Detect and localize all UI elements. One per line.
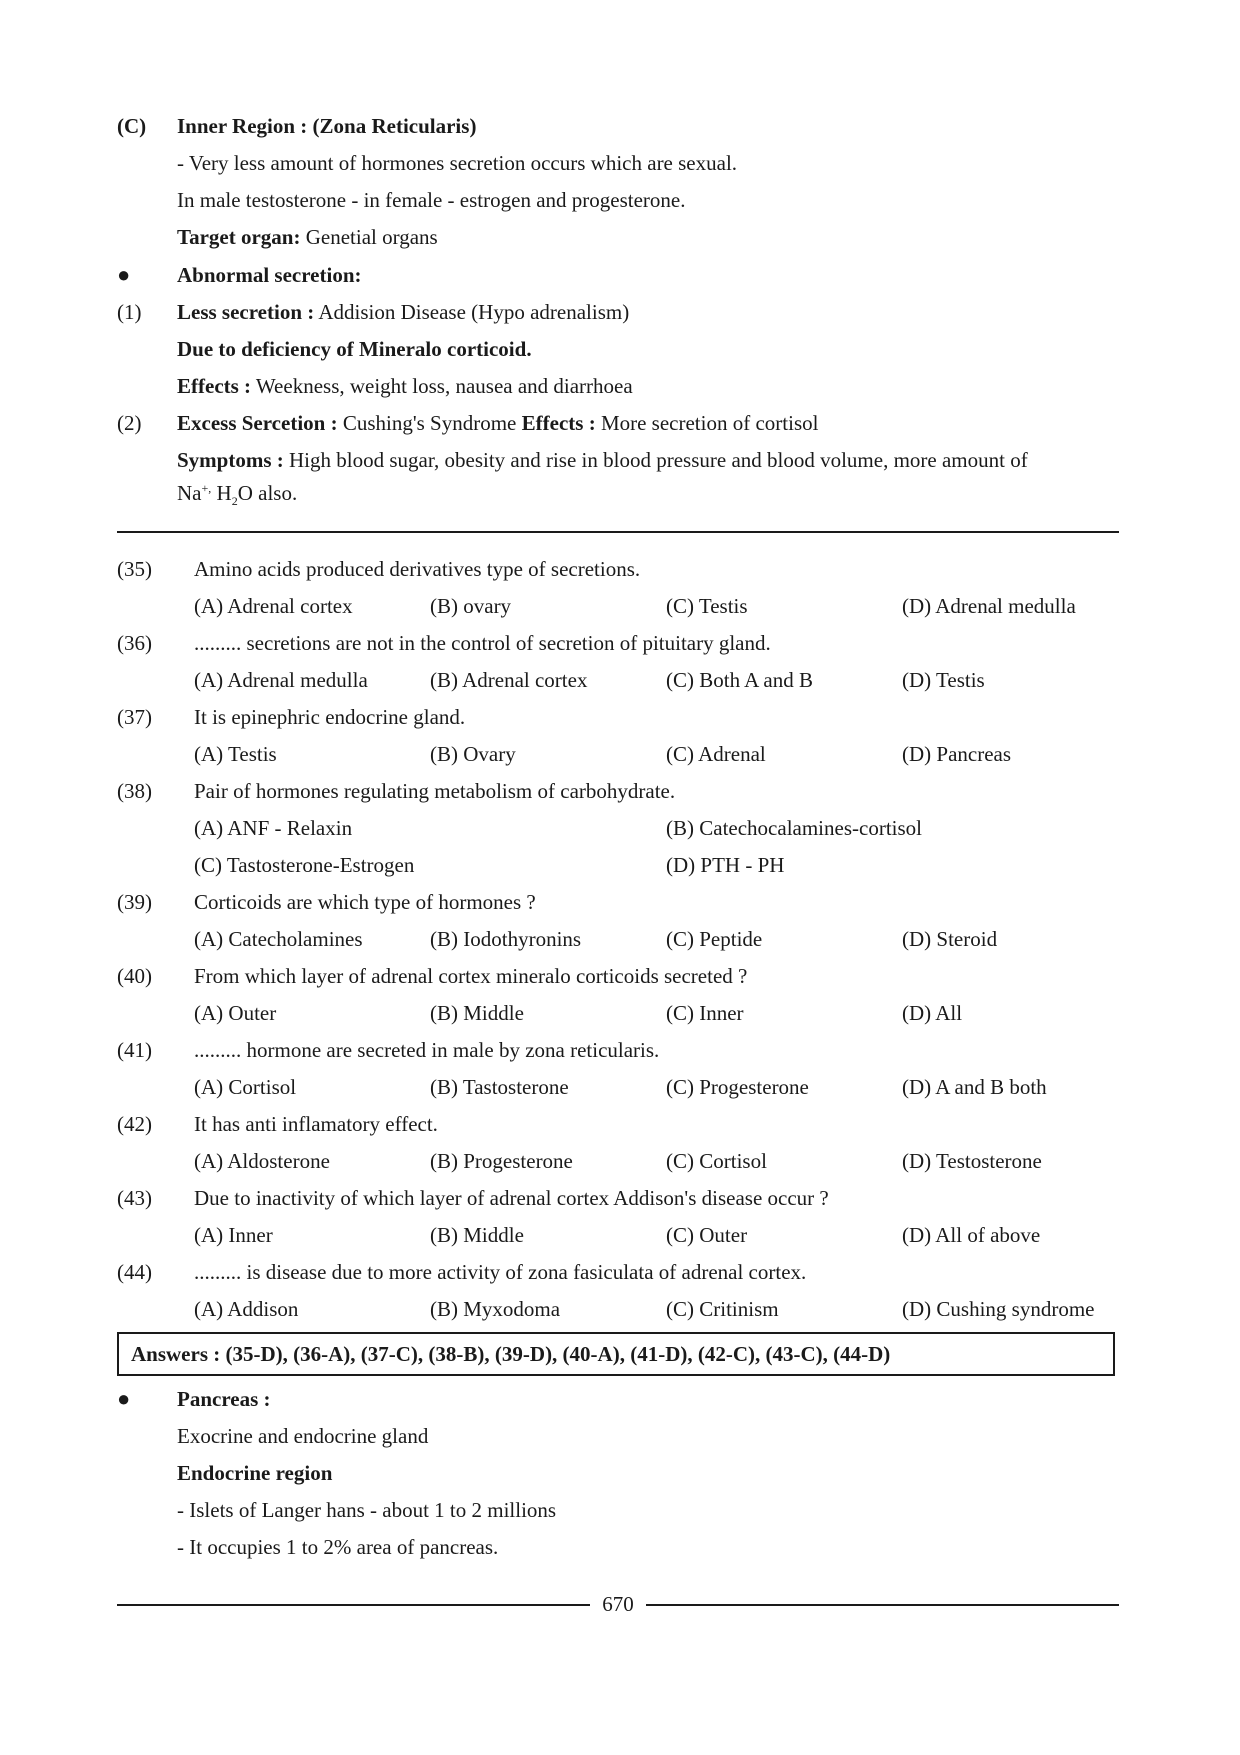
question-text: ......... hormone are secreted in male by zona reticularis. bbox=[194, 1038, 660, 1063]
option: (C) Outer bbox=[666, 1223, 748, 1248]
option: (A) Outer bbox=[194, 1001, 277, 1026]
option: (B) Ovary bbox=[430, 742, 516, 767]
option: (D) Pancreas bbox=[902, 742, 1012, 767]
deficiency-line bbox=[117, 331, 1117, 368]
question bbox=[117, 958, 1117, 995]
option: (A) ANF - Relaxin bbox=[194, 816, 353, 841]
option: (D) All bbox=[902, 1001, 963, 1026]
option: (C) Inner bbox=[666, 1001, 744, 1026]
option: (C) Progesterone bbox=[666, 1075, 809, 1100]
options-row bbox=[117, 1291, 1117, 1328]
option: (A) Adrenal medulla bbox=[194, 668, 368, 693]
option: (A) Testis bbox=[194, 742, 277, 767]
question-list bbox=[117, 551, 1117, 1328]
option: (C) Both A and B bbox=[666, 668, 814, 693]
question bbox=[117, 551, 1117, 588]
question-text: ......... secretions are not in the control of secretion of pituitary gland. bbox=[194, 631, 771, 656]
symptoms-line bbox=[117, 442, 1117, 515]
excess-secretion-line bbox=[117, 405, 1117, 442]
option: (B) Iodothyronins bbox=[430, 927, 582, 952]
sodium-symbol: Na bbox=[177, 481, 202, 505]
question-text: Pair of hormones regulating metabolism of carbohydrate. bbox=[194, 779, 676, 804]
page-content bbox=[117, 108, 1117, 1566]
option: (C) Adrenal bbox=[666, 742, 766, 767]
question-text: It is epinephric endocrine gland. bbox=[194, 705, 466, 730]
text-line bbox=[117, 1418, 1117, 1455]
question bbox=[117, 884, 1117, 921]
abnormal-heading: Abnormal secretion: bbox=[177, 263, 362, 287]
option: (B) Progesterone bbox=[430, 1149, 573, 1174]
page-footer bbox=[117, 1592, 1119, 1617]
option: (D) Cushing syndrome bbox=[902, 1297, 1095, 1322]
effects-value: Weekness, weight loss, nausea and diarrhoea bbox=[251, 374, 633, 398]
endocrine-region-heading: Endocrine region bbox=[177, 1461, 333, 1486]
item-number: (2) bbox=[117, 411, 142, 435]
item-number: (1) bbox=[117, 300, 142, 324]
sodium-charge: +, bbox=[201, 481, 212, 495]
symptoms-value: High blood sugar, obesity and rise in blood pressure and blood volume, more amount of bbox=[283, 448, 1028, 472]
question bbox=[117, 699, 1117, 736]
option: (A) Aldosterone bbox=[194, 1149, 330, 1174]
option: (A) Adrenal cortex bbox=[194, 594, 353, 619]
question-number: (35) bbox=[117, 557, 152, 582]
options-row bbox=[117, 662, 1117, 699]
question-text: Amino acids produced derivatives type of secretions. bbox=[194, 557, 641, 582]
question-text: It has anti inflamatory effect. bbox=[194, 1112, 438, 1137]
divider bbox=[117, 531, 1119, 533]
question-number: (40) bbox=[117, 964, 152, 989]
question bbox=[117, 773, 1117, 810]
option: (C) Cortisol bbox=[666, 1149, 767, 1174]
question-text: Corticoids are which type of hormones ? bbox=[194, 890, 536, 915]
option: (D) A and B both bbox=[902, 1075, 1047, 1100]
excess-secretion-value: Cushing's Syndrome bbox=[337, 411, 522, 435]
pancreas-heading: Pancreas : bbox=[177, 1387, 271, 1412]
option: (B) ovary bbox=[430, 594, 512, 619]
footer-rule-right bbox=[646, 1604, 1119, 1606]
question-number: (44) bbox=[117, 1260, 152, 1285]
question bbox=[117, 1180, 1117, 1217]
bullet-icon: ● bbox=[117, 1386, 131, 1412]
option: (C) Tastosterone-Estrogen bbox=[194, 853, 415, 878]
option: (B) Myxodoma bbox=[430, 1297, 561, 1322]
text-line bbox=[117, 182, 1117, 219]
target-organ-line bbox=[117, 219, 1117, 256]
question bbox=[117, 625, 1117, 662]
text-line: - Very less amount of hormones secretion occurs which are sexual. bbox=[177, 151, 738, 175]
effects-line bbox=[117, 368, 1117, 405]
water-h: H bbox=[211, 481, 232, 505]
footer-rule-left bbox=[117, 1604, 590, 1606]
question bbox=[117, 1106, 1117, 1143]
text-line bbox=[117, 1529, 1117, 1566]
option: (B) Middle bbox=[430, 1001, 524, 1026]
option: (B) Adrenal cortex bbox=[430, 668, 588, 693]
symptoms-label: Symptoms : bbox=[177, 448, 284, 472]
text-line: - It occupies 1 to 2% area of pancreas. bbox=[177, 1535, 499, 1560]
abnormal-heading-row bbox=[117, 256, 1117, 294]
option: (C) Critinism bbox=[666, 1297, 779, 1322]
question-number: (42) bbox=[117, 1112, 152, 1137]
question-text: Due to inactivity of which layer of adrenal cortex Addison's disease occur ? bbox=[194, 1186, 829, 1211]
options-row bbox=[117, 1069, 1117, 1106]
text-line: - Islets of Langer hans - about 1 to 2 millions bbox=[177, 1498, 557, 1523]
question-number: (41) bbox=[117, 1038, 152, 1063]
option: (A) Addison bbox=[194, 1297, 299, 1322]
question-text: From which layer of adrenal cortex mineralo corticoids secreted ? bbox=[194, 964, 748, 989]
option: (D) PTH - PH bbox=[666, 853, 785, 878]
water-o: O also. bbox=[237, 481, 298, 505]
options-row bbox=[117, 921, 1117, 958]
question-number: (38) bbox=[117, 779, 152, 804]
less-secretion-value: Addision Disease (Hypo adrenalism) bbox=[314, 300, 630, 324]
answers-text: Answers : (35-D), (36-A), (37-C), (38-B), (39-D), (40-A), (41-D), (42-C), (43-C), (44-D) bbox=[131, 1341, 891, 1366]
question-text: ......... is disease due to more activity of zona fasiculata of adrenal cortex. bbox=[194, 1260, 807, 1285]
options-row bbox=[117, 1143, 1117, 1180]
page-number: 670 bbox=[602, 1592, 634, 1616]
less-secretion-line bbox=[117, 294, 1117, 331]
options-row bbox=[117, 847, 1117, 884]
question bbox=[117, 1032, 1117, 1069]
option: (D) Testosterone bbox=[902, 1149, 1042, 1174]
question bbox=[117, 1254, 1117, 1291]
excess-effects-value: More secretion of cortisol bbox=[595, 411, 819, 435]
option: (B) Middle bbox=[430, 1223, 524, 1248]
question-number: (37) bbox=[117, 705, 152, 730]
question-number: (36) bbox=[117, 631, 152, 656]
answers-box bbox=[117, 1332, 1115, 1376]
option: (D) Adrenal medulla bbox=[902, 594, 1076, 619]
question-number: (39) bbox=[117, 890, 152, 915]
text-line: In male testosterone - in female - estrogen and progesterone. bbox=[177, 188, 686, 212]
text-line bbox=[117, 145, 1117, 182]
option: (D) All of above bbox=[902, 1223, 1041, 1248]
target-organ-value: Genetial organs bbox=[300, 225, 438, 249]
text-line: Exocrine and endocrine gland bbox=[177, 1424, 429, 1449]
option: (B) Tastosterone bbox=[430, 1075, 569, 1100]
option: (C) Peptide bbox=[666, 927, 763, 952]
option: (A) Cortisol bbox=[194, 1075, 297, 1100]
option: (A) Inner bbox=[194, 1223, 273, 1248]
deficiency-text: Due to deficiency of Mineralo corticoid. bbox=[177, 337, 532, 361]
options-row bbox=[117, 995, 1117, 1032]
pancreas-heading-row bbox=[117, 1380, 1117, 1418]
subheading-row bbox=[117, 1455, 1117, 1492]
section-heading: Inner Region : (Zona Reticularis) bbox=[177, 114, 477, 138]
text-line bbox=[117, 1492, 1117, 1529]
options-row bbox=[117, 588, 1117, 625]
section-label: (C) bbox=[117, 114, 147, 138]
question-number: (43) bbox=[117, 1186, 152, 1211]
option: (D) Testis bbox=[902, 668, 985, 693]
effects-label: Effects : bbox=[177, 374, 252, 398]
water-subscript: 2 bbox=[231, 494, 238, 509]
options-row bbox=[117, 736, 1117, 773]
option: (D) Steroid bbox=[902, 927, 998, 952]
target-organ-label: Target organ: bbox=[177, 225, 301, 249]
options-row bbox=[117, 1217, 1117, 1254]
section-heading-row bbox=[117, 108, 1117, 145]
bullet-icon: ● bbox=[117, 262, 131, 287]
less-secretion-label: Less secretion : bbox=[177, 300, 315, 324]
option: (B) Catechocalamines-cortisol bbox=[666, 816, 922, 841]
option: (A) Catecholamines bbox=[194, 927, 363, 952]
excess-secretion-label: Excess Sercetion : bbox=[177, 411, 338, 435]
option: (C) Testis bbox=[666, 594, 748, 619]
options-row bbox=[117, 810, 1117, 847]
excess-effects-label: Effects : bbox=[521, 411, 596, 435]
